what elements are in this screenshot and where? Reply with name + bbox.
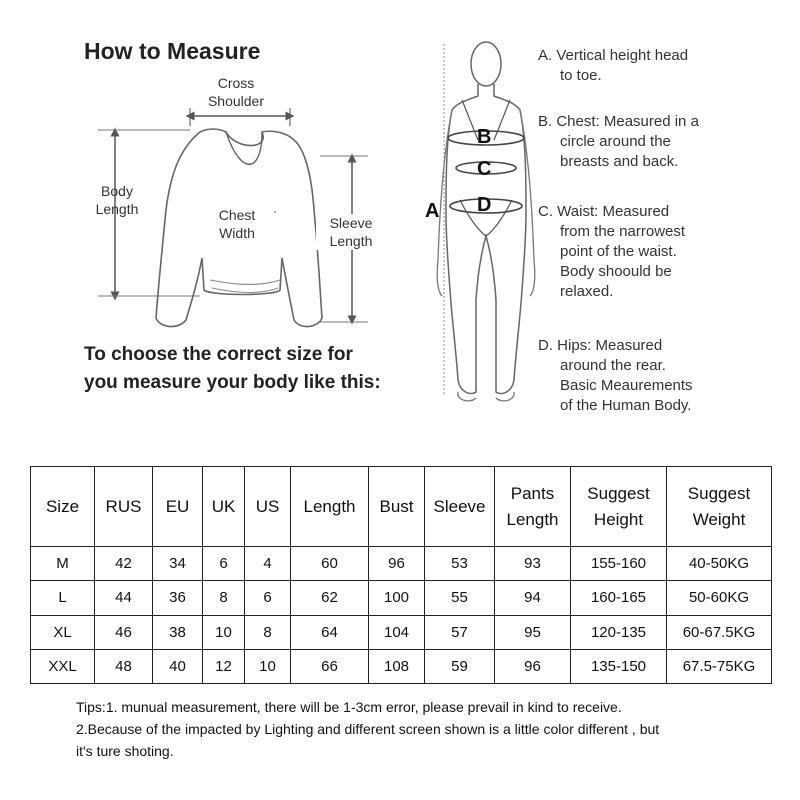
table-cell: 64 xyxy=(291,615,369,649)
table-cell: 6 xyxy=(203,547,245,581)
table-cell: 46 xyxy=(95,615,153,649)
table-cell: 48 xyxy=(95,649,153,683)
figure-letter-c: C xyxy=(477,158,492,180)
table-row xyxy=(31,649,772,683)
table-cell: L xyxy=(31,581,95,615)
table-cell: 59 xyxy=(425,649,495,683)
table-cell: 100 xyxy=(369,581,425,615)
table-cell: 104 xyxy=(369,615,425,649)
table-cell: 94 xyxy=(495,581,571,615)
table-cell: 10 xyxy=(245,649,291,683)
table-cell: 95 xyxy=(495,615,571,649)
tip-line-3: it's ture shoting. xyxy=(76,743,174,759)
note-b-chest: B. Chest: Measured in a circle around the breasts and back. xyxy=(538,113,699,170)
choose-size-line-2: you measure your body like this: xyxy=(84,372,381,393)
tip-line-1: Tips:1. munual measurement, there will be 1-3cm error, please prevail in kind to receive. xyxy=(76,699,622,715)
tip-line-2: 2.Because of the impacted by Lighting and different screen shown is a little color different , but xyxy=(76,721,660,737)
note-d-hips: D. Hips: Measured around the rear. Basic Meaurements of the Human Body. xyxy=(538,337,693,414)
table-cell: 10 xyxy=(203,615,245,649)
header-pants-length: Pants Length xyxy=(495,467,571,547)
cross-shoulder-label: Cross Shoulder xyxy=(207,75,265,109)
table-cell: 40 xyxy=(153,649,203,683)
table-cell: M xyxy=(31,547,95,581)
choose-size-line-1: To choose the correct size for xyxy=(84,344,353,365)
table-cell: 38 xyxy=(153,615,203,649)
header-suggest-height: Suggest Height xyxy=(571,467,667,547)
note-c-waist: C. Waist: Measured from the narrowest point of the waist. Body shoould be relaxed. xyxy=(538,203,686,300)
table-row xyxy=(31,581,772,615)
table-row xyxy=(31,547,772,581)
table-cell: 60 xyxy=(291,547,369,581)
note-a-vertical-height: A. Vertical height head to toe. xyxy=(538,47,689,84)
table-cell: 34 xyxy=(153,547,203,581)
header-eu: EU xyxy=(153,467,203,547)
table-cell: 67.5-75KG xyxy=(667,649,772,683)
table-cell: 155-160 xyxy=(571,547,667,581)
table-cell: 93 xyxy=(495,547,571,581)
body-length-label: Body Length xyxy=(95,183,139,217)
table-cell: 108 xyxy=(369,649,425,683)
size-chart-table xyxy=(30,466,772,684)
table-cell: 120-135 xyxy=(571,615,667,649)
table-cell: 57 xyxy=(425,615,495,649)
table-cell: XXL xyxy=(31,649,95,683)
figure-letter-a: A xyxy=(425,200,440,222)
table-cell: XL xyxy=(31,615,95,649)
table-cell: 44 xyxy=(95,581,153,615)
sleeve-length-label: Sleeve Length xyxy=(316,214,386,250)
table-cell: 36 xyxy=(153,581,203,615)
table-cell: 55 xyxy=(425,581,495,615)
header-bust: Bust xyxy=(369,467,425,547)
header-uk: UK xyxy=(203,467,245,547)
table-cell: 6 xyxy=(245,581,291,615)
header-sleeve: Sleeve xyxy=(425,467,495,547)
table-cell: 160-165 xyxy=(571,581,667,615)
table-row xyxy=(31,615,772,649)
table-cell: 8 xyxy=(203,581,245,615)
tips-section xyxy=(76,696,786,762)
header-suggest-weight: Suggest Weight xyxy=(667,467,772,547)
table-cell: 42 xyxy=(95,547,153,581)
figure-letter-b: B xyxy=(477,126,492,148)
table-cell: 62 xyxy=(291,581,369,615)
header-us: US xyxy=(245,467,291,547)
table-cell: 4 xyxy=(245,547,291,581)
table-cell: 60-67.5KG xyxy=(667,615,772,649)
table-cell: 96 xyxy=(495,649,571,683)
table-cell: 66 xyxy=(291,649,369,683)
table-cell: 50-60KG xyxy=(667,581,772,615)
table-cell: 40-50KG xyxy=(667,547,772,581)
table-cell: 96 xyxy=(369,547,425,581)
header-length: Length xyxy=(291,467,369,547)
header-size: Size xyxy=(31,467,95,547)
table-cell: 53 xyxy=(425,547,495,581)
chest-width-label: Chest Width xyxy=(202,206,272,242)
table-cell: 135-150 xyxy=(571,649,667,683)
table-cell: 8 xyxy=(245,615,291,649)
figure-letter-d: D xyxy=(477,194,492,216)
header-rus: RUS xyxy=(95,467,153,547)
table-cell: 12 xyxy=(203,649,245,683)
table-header-row xyxy=(31,467,772,547)
how-to-measure-title: How to Measure xyxy=(84,38,261,64)
